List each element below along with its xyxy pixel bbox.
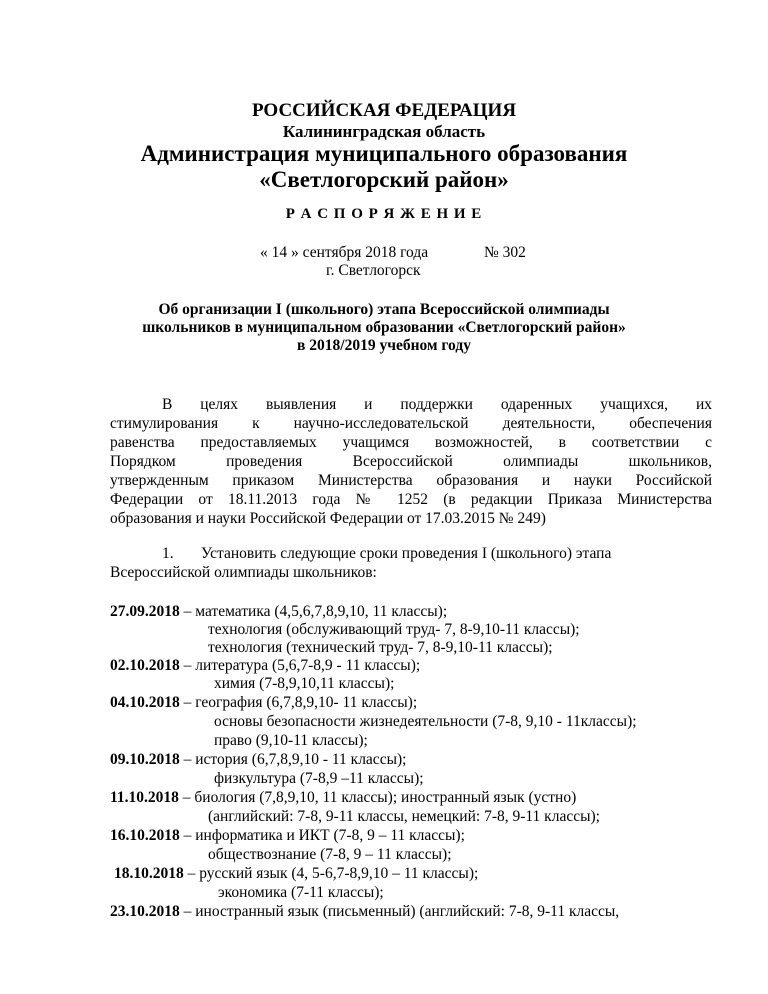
schedule-date: 09.10.2018 bbox=[110, 751, 180, 768]
country-heading: РОССИЙСКАЯ ФЕДЕРАЦИЯ bbox=[251, 100, 517, 121]
schedule-row bbox=[110, 827, 465, 845]
schedule-row bbox=[214, 675, 394, 693]
schedule-subject: экономика (7-11 классы); bbox=[218, 884, 384, 901]
item-1-text-continued: Всероссийской олимпиады школьников: bbox=[110, 564, 377, 581]
schedule-separator: – bbox=[179, 903, 196, 920]
schedule-row bbox=[114, 865, 478, 883]
document-city: г. Светлогорск bbox=[326, 262, 421, 279]
preamble-line-6: Федерации от 18.11.2013 года № 1252 (в редакции Приказа Министерства bbox=[110, 491, 712, 508]
schedule-subject: право (9,10-11 классы); bbox=[214, 732, 368, 749]
schedule-date: 04.10.2018 bbox=[110, 694, 180, 711]
preamble-line-5: утвержденным приказом Министерства образования и науки Российской bbox=[110, 472, 712, 489]
schedule-separator: – bbox=[183, 865, 200, 882]
document-number: № 302 bbox=[484, 244, 526, 261]
schedule-date: 16.10.2018 bbox=[110, 827, 180, 844]
schedule-subject: технология (обслуживающий труд- 7, 8-9,10-11 классы); bbox=[208, 621, 580, 638]
subject-line-3: в 2018/2019 учебном году bbox=[297, 337, 471, 354]
schedule-subject: химия (7-8,9,10,11 классы); bbox=[214, 675, 395, 692]
preamble-line-2: стимулирования к научно-исследовательской деятельности, обеспечения bbox=[110, 415, 712, 432]
schedule-row bbox=[110, 603, 447, 621]
schedule-date: 27.09.2018 bbox=[110, 603, 180, 620]
subject-line-2: школьников в муниципальном образовании «Светлогорский район» bbox=[142, 319, 626, 336]
region-heading: Калининградская область bbox=[282, 122, 486, 141]
schedule-date: 02.10.2018 bbox=[110, 657, 180, 674]
schedule-subject: история (6,7,8,9,10 - 11 классы); bbox=[195, 751, 407, 768]
schedule-row bbox=[214, 713, 637, 731]
schedule-subject: русский язык (4, 5-6,7-8,9,10 – 11 классы); bbox=[199, 865, 479, 882]
schedule-row bbox=[110, 903, 619, 921]
schedule-separator: – bbox=[179, 751, 196, 768]
schedule-date: 23.10.2018 bbox=[110, 903, 180, 920]
document-type: Р А С П О Р Я Ж Е Н И Е bbox=[285, 206, 483, 222]
preamble-line-4: Порядком проведения Всероссийской олимпиады школьников, bbox=[110, 453, 712, 470]
schedule-row bbox=[110, 694, 417, 712]
schedule-row bbox=[208, 846, 452, 864]
schedule-row bbox=[110, 657, 420, 675]
schedule-subject: биология (7,8,9,10, 11 классы); иностранный язык (устно) bbox=[194, 789, 577, 806]
item-1-text: Установить следующие сроки проведения I (школьного) этапа bbox=[201, 545, 612, 562]
municipality-name: «Светлогорский район» bbox=[259, 167, 509, 192]
schedule-subject: (английский: 7-8, 9-11 классы, немецкий: 7-8, 9-11 классы); bbox=[208, 808, 600, 825]
schedule-subject: математика (4,5,6,7,8,9,10, 11 классы); bbox=[195, 603, 448, 620]
schedule-subject: литература (5,6,7-8,9 - 11 классы); bbox=[195, 657, 421, 674]
schedule-subject: основы безопасности жизнедеятельности (7-8, 9,10 - 11классы); bbox=[214, 713, 637, 730]
schedule-separator: – bbox=[179, 603, 196, 620]
schedule-row bbox=[218, 884, 384, 902]
schedule-row bbox=[214, 732, 368, 750]
subject-line-1: Об организации I (школьного) этапа Всероссийской олимпиады bbox=[158, 301, 610, 318]
schedule-date: 11.10.2018 bbox=[110, 789, 179, 806]
schedule-row bbox=[208, 808, 600, 826]
schedule-subject: информатика и ИКТ (7-8, 9 – 11 классы); bbox=[195, 827, 465, 844]
schedule-row bbox=[110, 789, 576, 807]
preamble-line-7: образования и науки Российской Федерации от 17.03.2015 № 249) bbox=[110, 510, 546, 527]
schedule-separator: – bbox=[179, 657, 196, 674]
administration-heading: Администрация муниципального образования bbox=[140, 141, 628, 166]
schedule-subject: обществознание (7-8, 9 – 11 классы); bbox=[208, 846, 452, 863]
schedule-separator: – bbox=[178, 789, 195, 806]
schedule-separator: – bbox=[179, 827, 196, 844]
preamble-line-3: равенства предоставляемых учащимся возможностей, в соответствии с bbox=[110, 434, 712, 451]
schedule-row bbox=[110, 751, 406, 769]
item-1-number: 1. bbox=[162, 545, 174, 562]
schedule-row bbox=[208, 621, 580, 639]
schedule-row bbox=[208, 639, 553, 657]
schedule-date: 18.10.2018 bbox=[114, 865, 184, 882]
schedule-row bbox=[214, 770, 424, 788]
schedule-subject: география (6,7,8,9,10- 11 классы); bbox=[195, 694, 418, 711]
document-date: « 14 » сентября 2018 года bbox=[260, 244, 429, 261]
schedule-subject: иностранный язык (письменный) (английский: 7-8, 9-11 классы, bbox=[195, 903, 620, 920]
schedule-subject: физкультура (7-8,9 –11 классы); bbox=[214, 770, 424, 787]
schedule-subject: технология (технический труд- 7, 8-9,10-11 классы); bbox=[208, 639, 553, 656]
preamble-line-1: В целях выявления и поддержки одаренных учащихся, их bbox=[162, 396, 712, 413]
schedule-separator: – bbox=[179, 694, 196, 711]
